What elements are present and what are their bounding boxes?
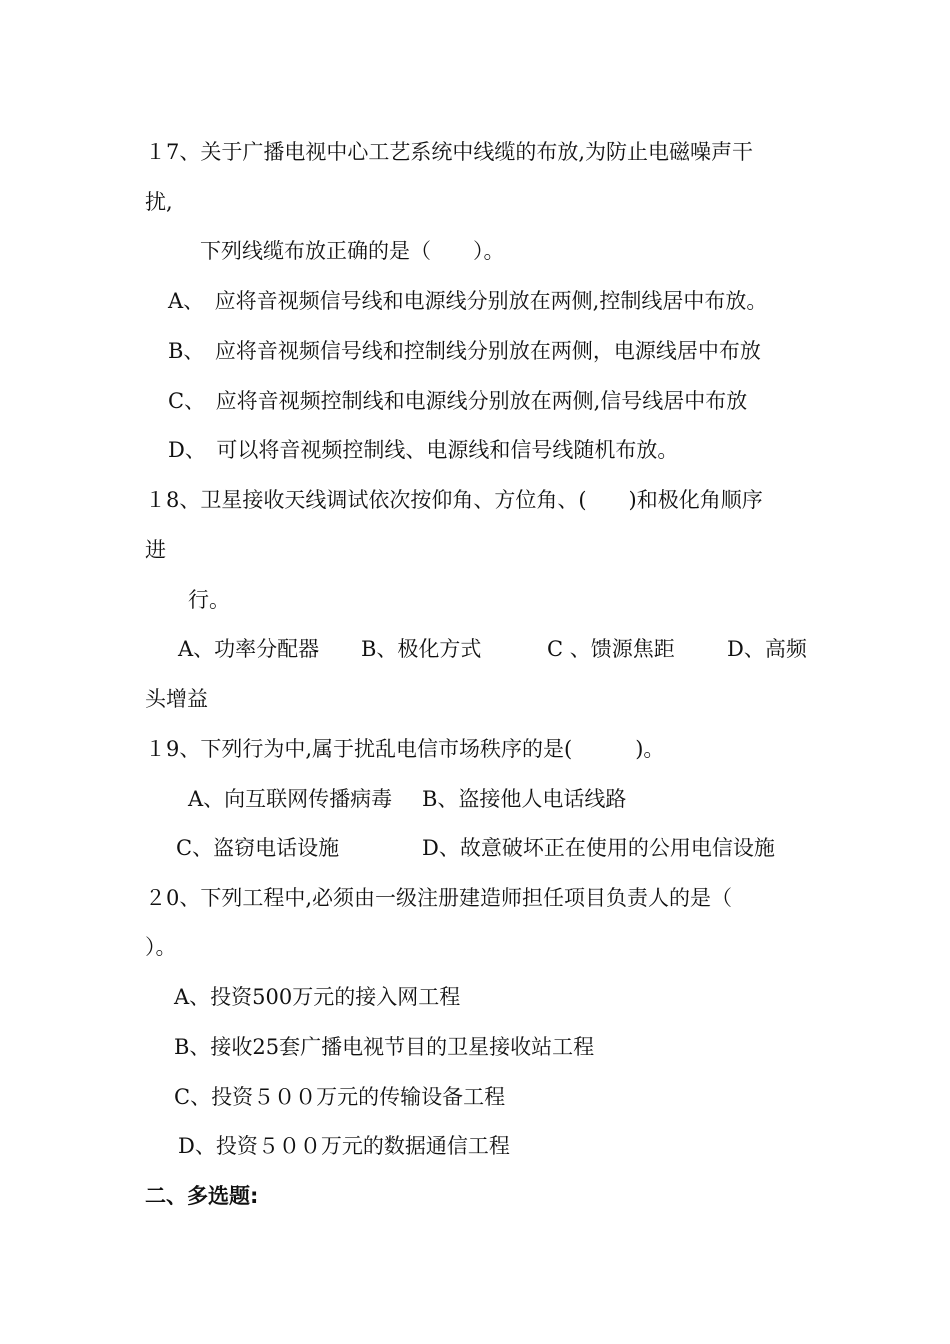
section-heading-multiple-choice: 二、多选题: xyxy=(145,1184,259,1208)
q18-option-c: C 、馈源焦距 xyxy=(547,637,675,661)
q18-stem-line2: 进 xyxy=(145,538,166,562)
q20-option-d: D、投资５００万元的数据通信工程 xyxy=(178,1134,510,1158)
q20-stem-line1: ２0、下列工程中,必须由一级注册建造师担任项目负责人的是（ xyxy=(145,886,733,910)
q18-option-d: D、高频 xyxy=(727,637,807,661)
q19-option-a: A、向互联网传播病毒 xyxy=(188,787,393,811)
q17-stem-line1: １7、关于广播电视中心工艺系统中线缆的布放,为防止电磁噪声干 xyxy=(145,140,754,164)
q19-stem: １9、下列行为中,属于扰乱电信市场秩序的是( )。 xyxy=(145,737,665,761)
q18-option-a: A、功率分配器 xyxy=(178,637,320,661)
q17-option-d: D、 可以将音视频控制线、电源线和信号线随机布放。 xyxy=(168,438,679,462)
q17-stem-line3: 下列线缆布放正确的是（ ）。 xyxy=(200,239,505,263)
q17-stem-line2: 扰, xyxy=(145,190,173,214)
q18-stem-line1: １8、卫星接收天线调试依次按仰角、方位角、( )和极化角顺序 xyxy=(145,488,763,512)
q18-stem-line3: 行。 xyxy=(188,588,230,612)
q18-option-b: B、极化方式 xyxy=(361,637,482,661)
q19-option-d: D、故意破坏正在使用的公用电信设施 xyxy=(422,836,775,860)
q17-option-a: A、 应将音视频信号线和电源线分别放在两侧,控制线居中布放。 xyxy=(168,289,768,313)
q20-stem-line2: ）。 xyxy=(145,935,177,959)
q20-option-b: B、接收25套广播电视节目的卫星接收站工程 xyxy=(174,1035,595,1059)
q19-option-b: B、盗接他人电话线路 xyxy=(422,787,627,811)
q19-option-c: C、盗窃电话设施 xyxy=(176,836,340,860)
q18-option-d-continued: 头增益 xyxy=(145,687,208,711)
q20-option-a: A、投资500万元的接入网工程 xyxy=(174,985,461,1009)
q17-option-c: C、 应将音视频控制线和电源线分别放在两侧,信号线居中布放 xyxy=(168,389,748,413)
q20-option-c: C、投资５００万元的传输设备工程 xyxy=(174,1085,506,1109)
q17-option-b: B、 应将音视频信号线和控制线分别放在两侧，电源线居中布放 xyxy=(168,339,761,363)
